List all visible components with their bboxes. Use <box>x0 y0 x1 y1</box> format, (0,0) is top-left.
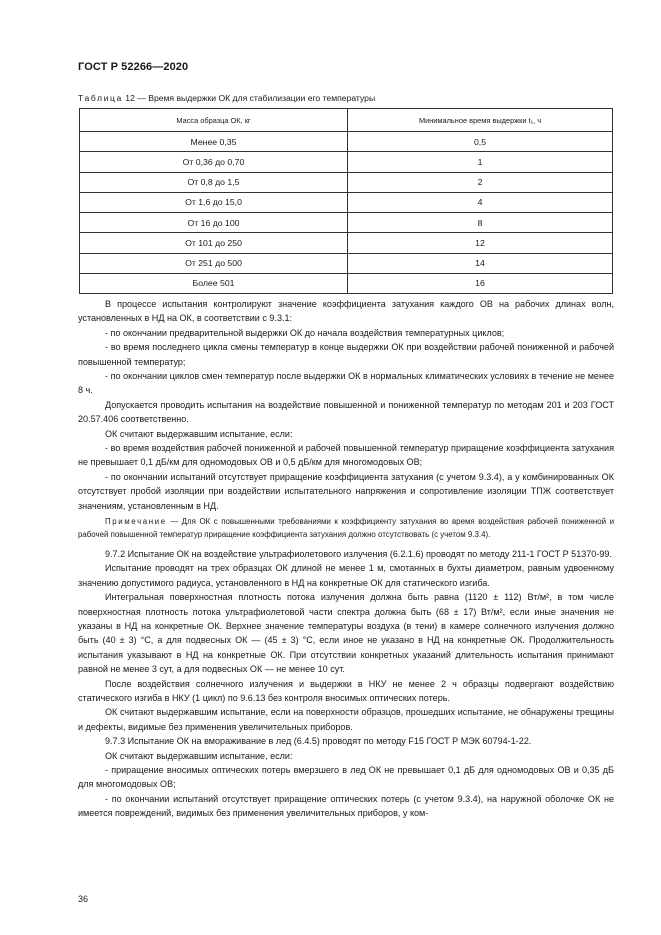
time-cell: 8 <box>348 213 613 233</box>
list-item: - приращение вносимых оптических потерь вмерзшего в лед ОК не превышает 0,1 дБ для одномодовых ОВ и 0,35 дБ для многомодовых ОВ; <box>78 765 614 790</box>
paragraph: ОК считают выдержавшим испытание, если: <box>105 750 293 761</box>
exposure-time-table <box>79 108 613 294</box>
time-cell: 0,5 <box>348 132 613 152</box>
list-item: - во время последнего цикла смены температур в конце выдержки ОК при воздействии рабочей пониженной и рабочей повышенной температур; <box>78 342 614 367</box>
mass-cell: От 251 до 500 <box>80 253 348 273</box>
time-cell: 16 <box>348 273 613 293</box>
mass-cell: От 0,8 до 1,5 <box>80 172 348 192</box>
paragraph: Допускается проводить испытания на воздействие повышенной и пониженной температур по методам 201 и 203 ГОСТ 20.57.406 соответственно. <box>78 399 614 425</box>
list-item: - по окончании циклов смен температур после выдержки ОК в нормальных климатических условиях в течение не менее 8 ч. <box>78 371 614 396</box>
list-item: - по окончании предварительной выдержки ОК до начала воздействия температурных циклов; <box>105 327 505 338</box>
paragraph: ОК считают выдержавшим испытание, если: <box>105 428 293 439</box>
paragraph: 9.7.3 Испытание ОК на вмораживание в лед (6.4.5) проводят по методу F15 ГОСТ Р МЭК 60794-1-22. <box>105 736 532 747</box>
table-row <box>80 253 613 273</box>
list-item: - по окончании испытаний отсутствует приращение коэффициента затухания (с учетом 9.3.4), а у комбинированных ОК отсутствует пробой изоляции при воздействии испытательного напряжения и сопротивление изоляции ТПЖ соответствует значениям, установленным в НД. <box>78 471 614 511</box>
paragraph: 9.7.2 Испытание ОК на воздействие ультрафиолетового излучения (6.2.1.6) проводят по методу 211-1 ГОСТ Р 51370-99. <box>105 548 612 559</box>
column-header-time: Минимальное время выдержки t₁, ч <box>348 109 613 132</box>
table-header-row <box>80 109 613 132</box>
table-row <box>80 172 613 192</box>
note-label: Примечание <box>105 517 167 527</box>
table-row <box>80 192 613 212</box>
list-item: - во время воздействия рабочей пониженной и рабочей повышенной температур приращение коэффициента затухания не превышает 0,1 дБ/км для одномодовых ОВ и 0,5 дБ/км для многомодовых ОВ; <box>78 443 614 468</box>
time-cell: 14 <box>348 253 613 273</box>
mass-cell: От 0,36 до 0,70 <box>80 152 348 172</box>
time-cell: 2 <box>348 172 613 192</box>
mass-cell: От 1,6 до 15,0 <box>80 192 348 212</box>
table-row <box>80 213 613 233</box>
table-row <box>80 233 613 253</box>
column-header-mass: Масса образца ОК, кг <box>80 109 348 132</box>
paragraph: ОК считают выдержавшим испытание, если на поверхности образцов, прошедших испытание, не обнаружены трещины и дефекты, видимые без применения увеличительных приборов. <box>78 707 614 732</box>
mass-cell: Более 501 <box>80 273 348 293</box>
page-number: 36 <box>78 894 89 904</box>
paragraph: Испытание проводят на трех образцах ОК длиной не менее 1 м, смотанных в бухты диаметром, равным удвоенному значению допустимого радиуса, установленного в НД на конкретные ОК для статического изгиба. <box>78 563 614 588</box>
note-text: — Для ОК с повышенными требованиями к коэффициенту затухания во время воздействия рабочей пониженной и рабочей повышенной температур приращение коэффициента затухания должно отсутствовать (с учетом 9.3.4). <box>78 517 614 539</box>
table-caption <box>78 93 375 103</box>
list-item: - по окончании испытаний отсутствует приращение оптических потерь (с учетом 9.3.4), на наружной оболочке ОК не имеется повреждений, видимых без применения увеличительных приборов, у ком- <box>78 793 614 819</box>
paragraph: После воздействия солнечного излучения и выдержки в НКУ не менее 2 ч образцы подвергают воздействию статического изгиба в НКУ (1 цикл) по 9.6.13 без контроля вносимых оптических потерь. <box>78 678 614 703</box>
mass-cell: От 101 до 250 <box>80 233 348 253</box>
table-row <box>80 273 613 293</box>
paragraph: В процессе испытания контролируют значение коэффициента затухания каждого ОВ на рабочих длинах волн, установленных в НД на ОК, в соответствии с 9.3.1: <box>78 299 614 324</box>
table-row <box>80 152 613 172</box>
time-cell: 1 <box>348 152 613 172</box>
time-cell: 4 <box>348 192 613 212</box>
paragraph: Интегральная поверхностная плотность потока излучения должна быть равна (1120 ± 112) Вт/м², в том числе поверхностная плотность потока ультрафиолетовой части спектра должна быть (68 ± 17) Вт/м², если иные значения не указаны в НД на конкретные ОК. Верхнее значение температуры воздуха (в тени) в камере солнечного излучения должно быть (40 ± 3) °С, а для подвесных ОК — (45 ± 3) °С, если иное не указано в НД на конкретные ОК. Продолжительность испытания указывают в НД на конкретные ОК. При отсутствии конкретных указаний длительность испытания принимают равной не менее 3 сут, а для подвесных ОК — не менее 10 сут. <box>78 592 614 675</box>
table-caption-label: Таблица <box>78 93 123 103</box>
document-header: ГОСТ Р 52266—2020 <box>78 61 189 73</box>
mass-cell: Менее 0,35 <box>80 132 348 152</box>
note <box>78 516 614 541</box>
mass-cell: От 16 до 100 <box>80 213 348 233</box>
table-caption-text: 12 — Время выдержки ОК для стабилизации его температуры <box>122 93 376 103</box>
body-text <box>78 297 614 821</box>
time-cell: 12 <box>348 233 613 253</box>
table-row <box>80 132 613 152</box>
